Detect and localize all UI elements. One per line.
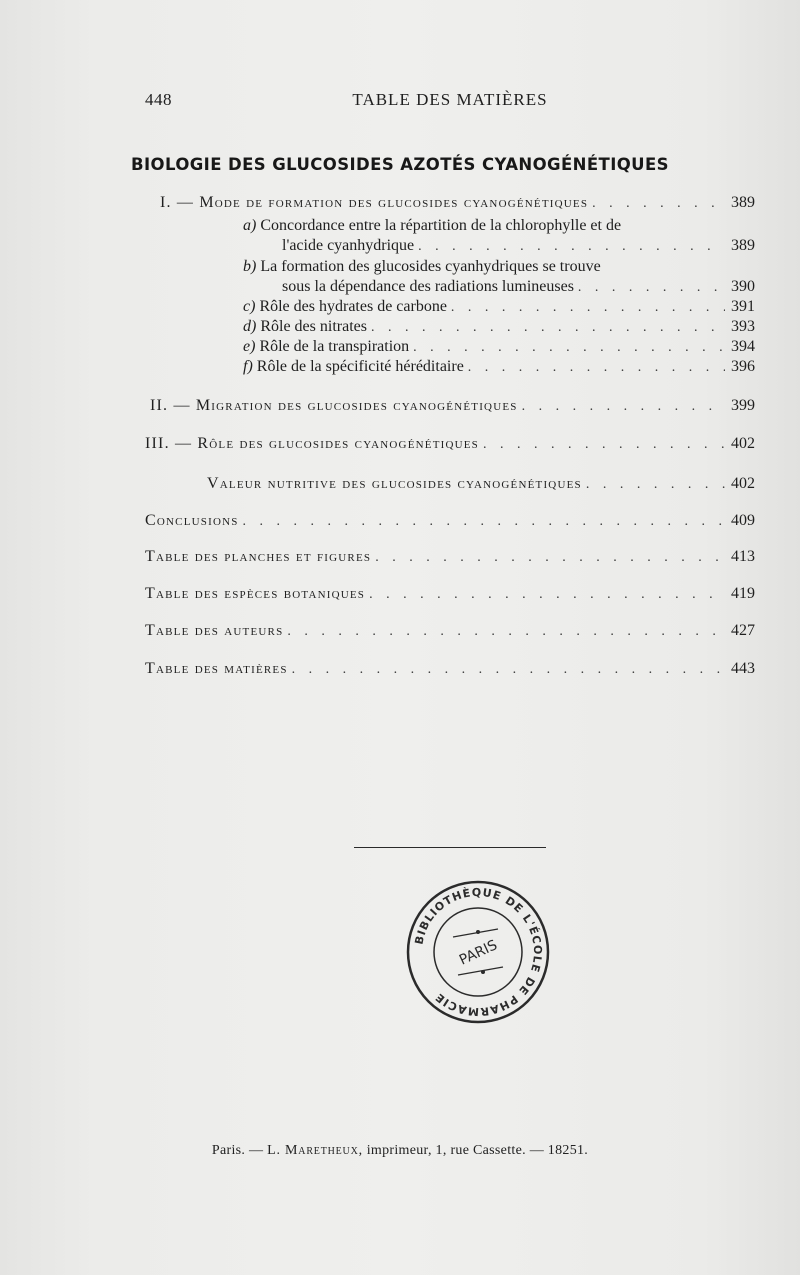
toc-entry-ii: [150, 396, 755, 416]
toc-entry-label: Rôle des nitrates: [260, 318, 367, 335]
toc-page-number: 389: [731, 237, 755, 254]
toc-entry-label: Conclusions: [145, 512, 239, 529]
toc-entry-label: Table des auteurs: [145, 622, 284, 639]
dot-leader: [243, 512, 725, 532]
dot-leader: [369, 585, 725, 605]
toc-entry-label: La formation des glucosides cyanhydriques se trouve: [260, 258, 601, 275]
dot-leader: [371, 318, 725, 338]
toc-page-number: 391: [731, 298, 755, 315]
toc-entry-label: III. — Rôle des glucosides cyanogénétiques: [145, 435, 479, 452]
toc-entry-label: I. — Mode de formation des glucosides cyanogénétiques: [160, 194, 589, 211]
dot-leader: [375, 548, 725, 568]
toc-entry-i-a-line1: [243, 216, 621, 236]
dot-leader: [287, 622, 725, 642]
toc-page-number: 402: [731, 475, 755, 492]
toc-entry-i-f: [243, 357, 755, 377]
toc-entry-i-b: [282, 277, 755, 297]
toc-page-number: 399: [731, 397, 755, 414]
svg-text:PARIS: PARIS: [456, 937, 500, 969]
running-title: TABLE DES MATIÈRES: [352, 90, 548, 109]
toc-marker: c): [243, 298, 256, 315]
toc-entry-i-a: [282, 236, 755, 256]
toc-page-number: 390: [731, 278, 755, 295]
toc-entry-matieres: [145, 659, 755, 679]
toc-entry-iii: [145, 434, 755, 454]
toc-entry-label: sous la dépendance des radiations lumineuses: [282, 278, 574, 295]
running-header: [145, 90, 755, 114]
toc-page-number: 427: [731, 622, 755, 639]
toc-page-number: 402: [731, 435, 755, 452]
dot-leader: [483, 435, 725, 455]
toc-entry-conclusions: [145, 511, 755, 531]
dot-leader: [451, 298, 725, 318]
toc-marker: f): [243, 358, 253, 375]
section-title: BIOLOGIE DES GLUCOSIDES AZOTÉS CYANOGÉNÉTIQUES: [131, 155, 669, 174]
toc-entry-label: II. — Migration des glucosides cyanogénétiques: [150, 397, 518, 414]
toc-entry-i-e: [243, 337, 755, 357]
stamp-seal-icon: [403, 877, 553, 1027]
dot-leader: [522, 397, 725, 417]
toc-entry-i-b-line1: [243, 257, 601, 277]
toc-entry-valeur: [207, 474, 755, 494]
toc-page-number: 396: [731, 358, 755, 375]
dot-leader: [578, 278, 725, 298]
toc-entry-label: Rôle de la spécificité héréditaire: [256, 358, 464, 375]
dot-leader: [592, 194, 725, 214]
toc-entry-label: Table des matières: [145, 660, 288, 677]
dot-leader: [468, 358, 725, 378]
toc-entry-i-d: [243, 317, 755, 337]
footer-address: imprimeur, 1, rue Cassette.: [366, 1143, 526, 1158]
toc-marker: a): [243, 217, 257, 234]
toc-page-number: 413: [731, 548, 755, 565]
toc-entry-label: Rôle des hydrates de carbone: [259, 298, 447, 315]
toc-entry-label: Table des espèces botaniques: [145, 585, 366, 602]
printer-footer: Paris. — L. Maretheux, imprimeur, 1, rue Cassette. — 18251.: [211, 1143, 589, 1158]
toc-entry-label: Rôle de la transpiration: [259, 338, 410, 355]
footer-job-number: 18251.: [547, 1143, 589, 1158]
svg-text:BIBLIOTHÈQUE DE L'ÉCOLE DE PHA: BIBLIOTHÈQUE DE L'ÉCOLE DE PHARMACIE: [412, 885, 545, 1019]
toc-page-number: 393: [731, 318, 755, 335]
dot-leader: [292, 660, 725, 680]
toc-marker: e): [243, 338, 256, 355]
toc-entry-label: Table des planches et figures: [145, 548, 372, 565]
toc-marker: b): [243, 258, 257, 275]
toc-page-number: 394: [731, 338, 755, 355]
footer-printer: L. Maretheux,: [267, 1143, 363, 1158]
toc-page-number: 409: [731, 512, 755, 529]
toc-page-number: 389: [731, 194, 755, 211]
toc-entry-especes: [145, 584, 755, 604]
toc-entry-label: l'acide cyanhydrique: [282, 237, 415, 254]
toc-entry-i: [160, 193, 755, 213]
toc-entry-i-c: [243, 297, 755, 317]
toc-marker: d): [243, 318, 257, 335]
page-number: 448: [145, 90, 172, 109]
toc-entry-label: Valeur nutritive des glucosides cyanogénétiques: [207, 475, 582, 492]
toc-entry-auteurs: [145, 621, 755, 641]
library-stamp: [403, 877, 553, 1027]
toc-entry-planches: [145, 547, 755, 567]
horizontal-rule: [354, 847, 546, 848]
toc-page-number: 419: [731, 585, 755, 602]
dot-leader: [586, 475, 725, 495]
dot-leader: [418, 237, 725, 257]
footer-city: Paris.: [211, 1143, 246, 1158]
toc-entry-label: Concordance entre la répartition de la chlorophylle et de: [260, 217, 622, 234]
toc-page-number: 443: [731, 660, 755, 677]
dot-leader: [413, 338, 725, 358]
